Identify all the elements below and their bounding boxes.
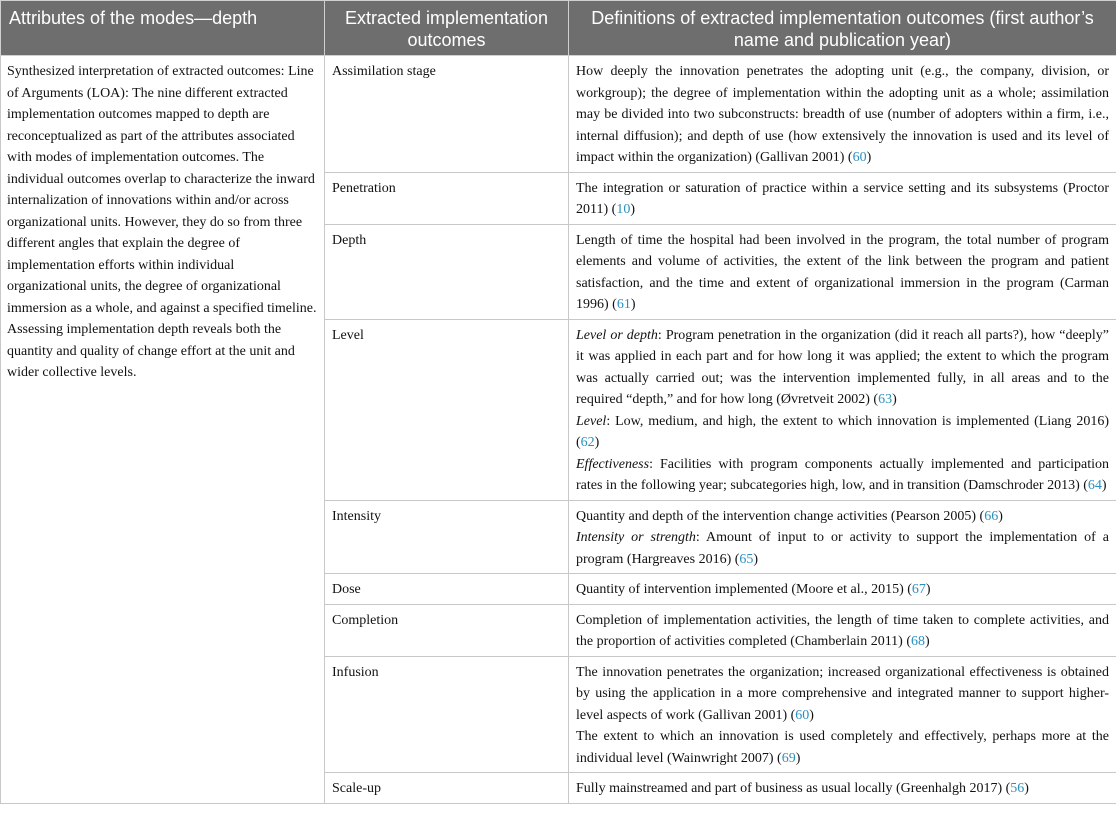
reference-link[interactable]: 62	[580, 435, 595, 450]
outcome-definition-cell	[569, 224, 1116, 319]
synthesized-interpretation-text: Synthesized interpretation of extracted outcomes: Line of Arguments (LOA): The nine different extracted implementation outcomes mapped to depth are reconceptualized as part of the attributes associated with modes of implementation outcomes. The individual outcomes overlap to characterize the inward internalization of innovations within and/or across organizational units. However, they do so from three different angles that explain the degree of implementation efforts within individual organizational units, the degree of organizational immersion as a whole, and against a specified timeline. Assessing implementation depth reveals both the quantity and quality of change effort at the unit and wider collective levels.	[7, 64, 317, 380]
definition-closing: )	[809, 707, 814, 723]
definition-closing: )	[998, 508, 1003, 524]
definition-text: Completion of implementation activities, the length of time taken to complete activities, and the proportion of activities completed (Chamberlain 2011) (	[576, 612, 1109, 649]
definition-paragraph	[576, 230, 1109, 316]
definition-text: The innovation penetrates the organization; increased organizational effectiveness is obtained by using the application in a more comprehensive and integrated manner to support higher-level aspects of work (Gallivan 2001) (	[576, 664, 1109, 723]
outcome-name-cell: Penetration	[325, 172, 569, 224]
reference-link[interactable]: 63	[878, 392, 893, 407]
reference-link[interactable]: 60	[852, 150, 867, 165]
definition-text: : Facilities with program components actually implemented and participation rates in the following year; subcategories high, low, and in transition (Damschroder 2013) (	[576, 456, 1109, 493]
outcome-name-cell: Completion	[325, 604, 569, 656]
definition-paragraph	[576, 778, 1109, 800]
outcome-definition-cell	[569, 656, 1116, 773]
outcome-definition-cell	[569, 604, 1116, 656]
reference-link[interactable]: 61	[616, 297, 631, 312]
definition-text: Fully mainstreamed and part of business as usual locally (Greenhalgh 2017) (	[576, 781, 1011, 796]
reference-link[interactable]: 60	[795, 707, 810, 723]
definition-term: Intensity or strength	[576, 530, 696, 545]
definition-closing: )	[795, 750, 801, 766]
definition-term: Effectiveness	[576, 456, 650, 472]
definition-paragraph	[576, 61, 1109, 169]
outcome-definition-cell	[569, 56, 1116, 173]
definition-closing: )	[630, 202, 635, 217]
reference-link[interactable]: 67	[911, 582, 926, 597]
outcome-definition-cell	[569, 773, 1116, 804]
outcome-name-cell: Assimilation stage	[325, 56, 569, 173]
definition-paragraph	[576, 726, 1109, 769]
definition-text: : Amount of input to or activity to support the implementation of a program (Hargreaves 2016) (	[576, 530, 1109, 567]
definition-closing: )	[753, 551, 759, 567]
outcome-name-cell: Level	[325, 319, 569, 500]
definition-text: How deeply the innovation penetrates the adopting unit (e.g., the company, division, or workgroup); the degree of implementation within the adopting unit as a whole; assimilation may be divided into two subconstructs: breadth of use (number of adopters within a firm, i.e., internal diffusion); and depth of use (how extensively the innovation is used and its level of impact within the organization) (Gallivan 2001) (	[576, 64, 1109, 165]
definition-text: The integration or saturation of practice within a service setting and its subsystems (Proctor 2011) (	[576, 180, 1109, 217]
outcome-name-cell: Infusion	[325, 656, 569, 773]
definition-paragraph	[576, 411, 1109, 454]
reference-link[interactable]: 69	[781, 750, 796, 766]
reference-link[interactable]: 65	[739, 551, 754, 567]
definition-term: Level	[576, 413, 607, 429]
definition-paragraph	[576, 506, 1109, 528]
outcome-definition-cell	[569, 500, 1116, 574]
synthesized-interpretation-cell	[1, 56, 325, 804]
definition-text: : Program penetration in the organization (did it reach all parts?), how “deeply” it was applied in each part and for how long it was applied; the extent to which the program was actually carried out; was the intervention implemented fully, in all areas and to the required “depth,” and for how long (Øvretveit 2002) (	[576, 327, 1109, 407]
outcome-name-cell: Depth	[325, 224, 569, 319]
definition-paragraph	[576, 454, 1109, 497]
reference-link[interactable]: 64	[1087, 478, 1102, 493]
outcome-definition-cell	[569, 574, 1116, 605]
definition-text: Quantity of intervention implemented (Moore et al., 2015) (	[576, 582, 912, 597]
definition-text: Length of time the hospital had been involved in the program, the total number of program elements and volume of activities, the extent of the link between the program and patient satisfaction, and the time and extent of organizational immersion in the program (Carman 1996) (	[576, 232, 1109, 312]
table-header-row	[1, 1, 1116, 56]
definition-closing: )	[925, 634, 930, 649]
outcome-name-cell: Intensity	[325, 500, 569, 574]
table-row	[1, 56, 1116, 173]
definition-paragraph	[576, 178, 1109, 221]
header-extracted-outcomes: Extracted implementation outcomes	[325, 1, 569, 56]
outcome-name-cell: Dose	[325, 574, 569, 605]
outcome-name-cell: Scale-up	[325, 773, 569, 804]
table-body	[1, 56, 1116, 804]
header-attributes: Attributes of the modes—depth	[1, 1, 325, 56]
definition-closing: )	[892, 392, 897, 407]
reference-link[interactable]: 56	[1010, 781, 1025, 796]
outcome-definition-cell	[569, 172, 1116, 224]
definition-term: Level or depth	[576, 327, 658, 343]
definition-closing: )	[1101, 478, 1107, 493]
outcome-definition-cell	[569, 319, 1116, 500]
definition-paragraph	[576, 610, 1109, 653]
reference-link[interactable]: 66	[984, 508, 999, 524]
definition-closing: )	[925, 582, 931, 597]
reference-link[interactable]: 10	[616, 202, 631, 217]
reference-link[interactable]: 68	[911, 634, 925, 649]
definition-paragraph	[576, 579, 1109, 601]
definition-text: : Low, medium, and high, the extent to which innovation is implemented (Liang 2016) (	[576, 413, 1109, 450]
definition-paragraph	[576, 325, 1109, 411]
definition-closing: )	[630, 297, 636, 312]
definition-closing: )	[594, 435, 600, 450]
definition-closing: )	[866, 150, 872, 165]
definition-text: The extent to which an innovation is used completely and effectively, perhaps more at the individual level (Wainwright 2007) (	[576, 729, 1109, 766]
definition-paragraph	[576, 662, 1109, 727]
header-definitions: Definitions of extracted implementation outcomes (first author’s name and publication year)	[569, 1, 1116, 56]
definition-closing: )	[1024, 781, 1029, 796]
definition-paragraph	[576, 527, 1109, 570]
definition-text: Quantity and depth of the intervention change activities (Pearson 2005) (	[576, 508, 985, 524]
